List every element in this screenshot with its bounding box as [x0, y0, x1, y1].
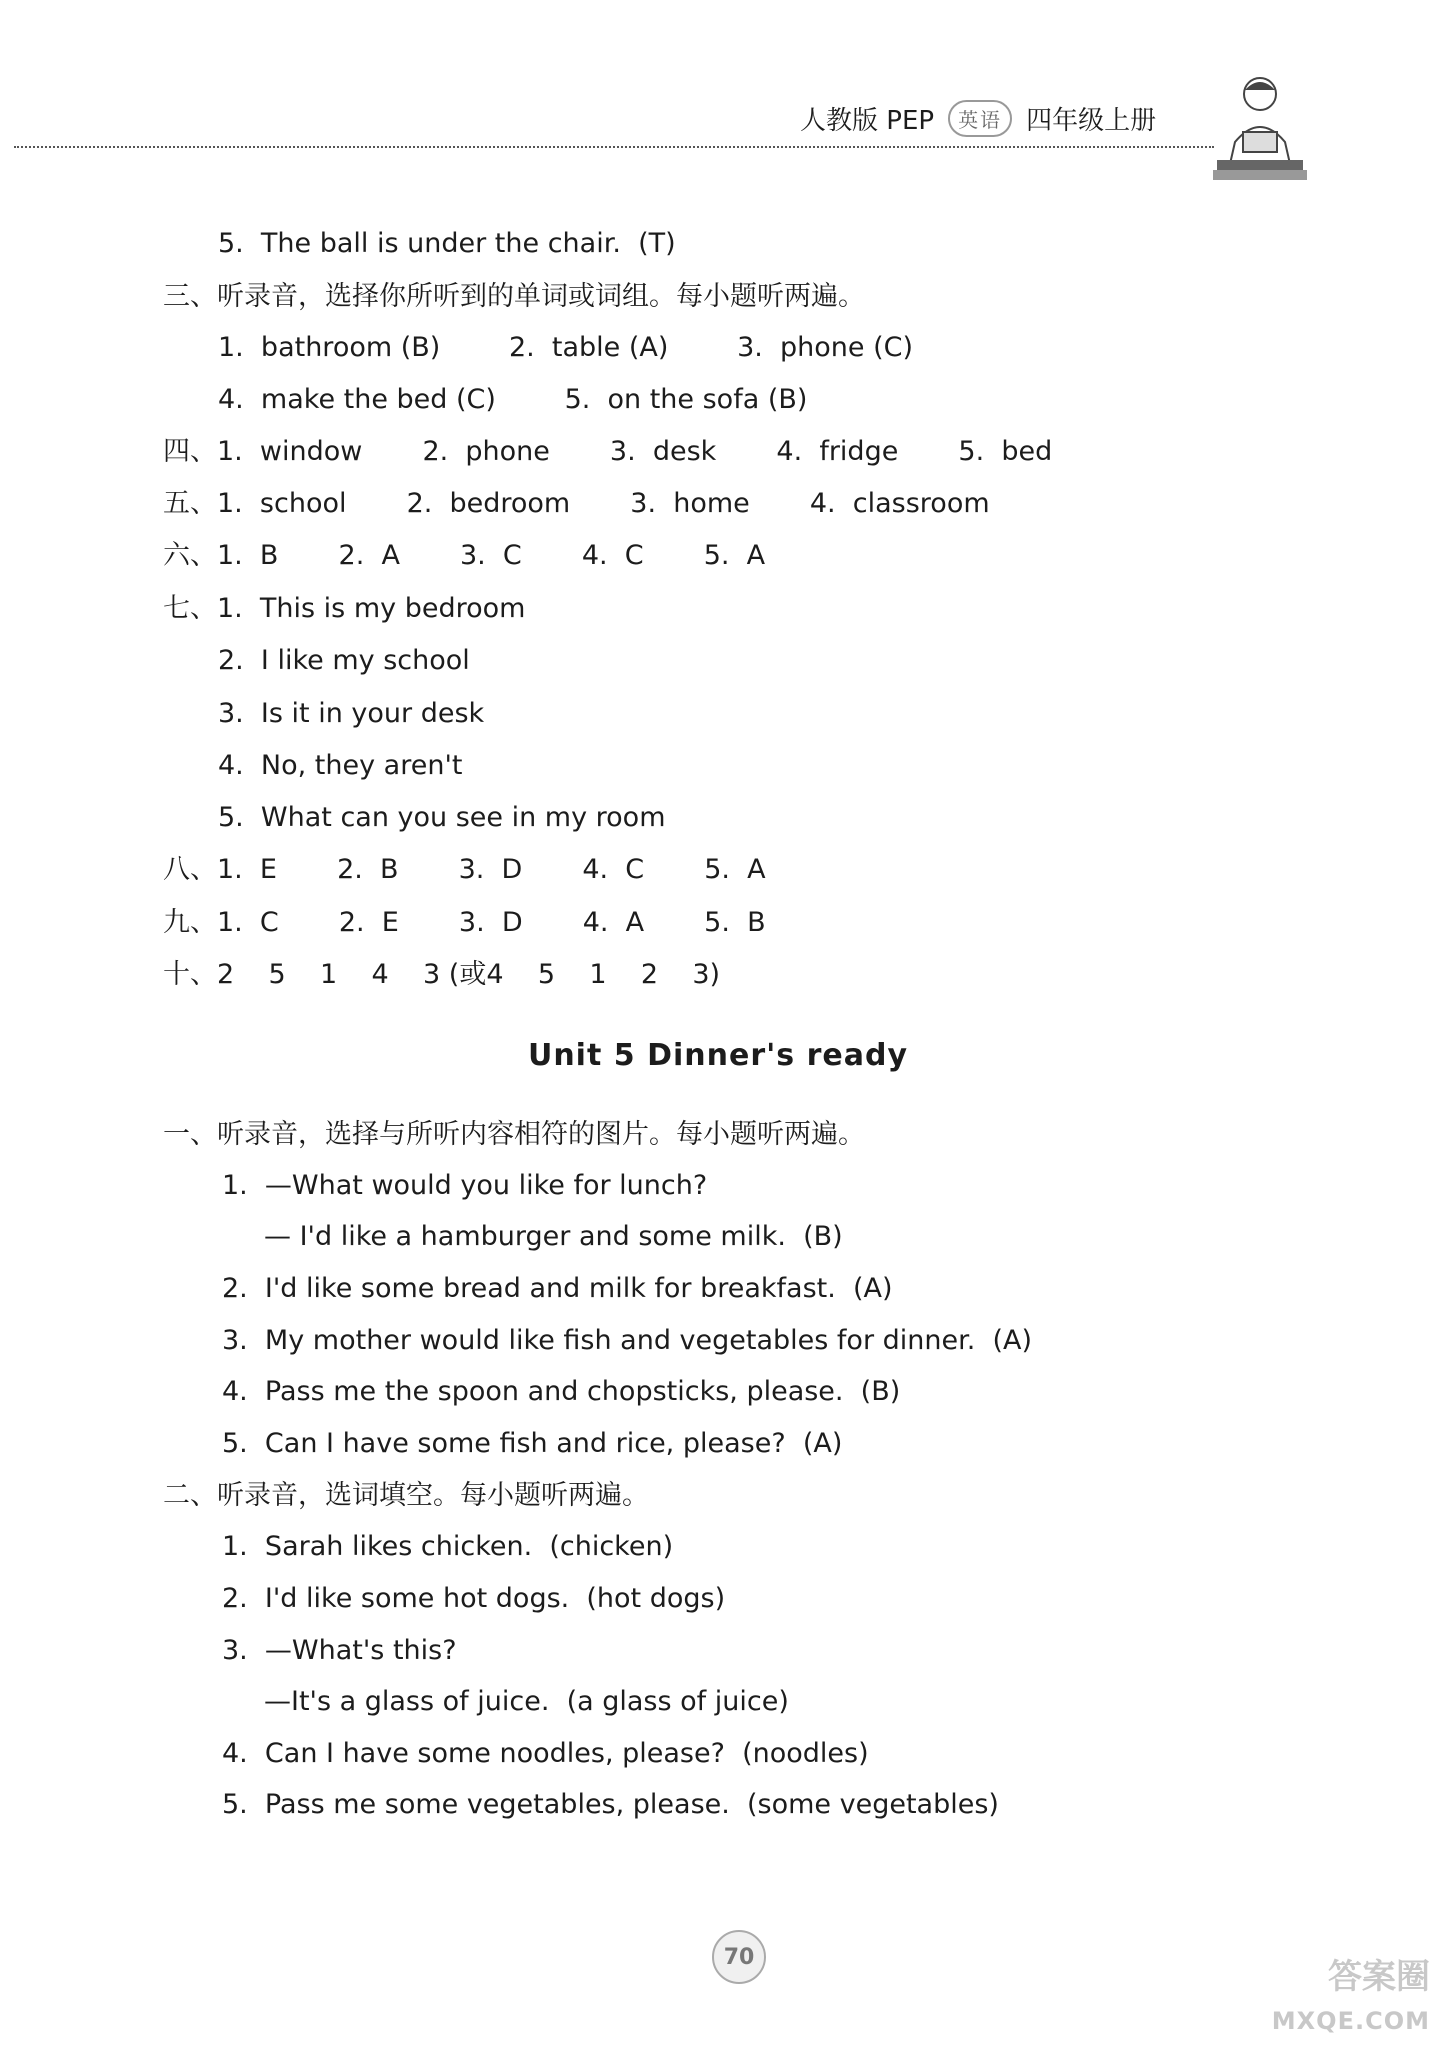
answer-line: 五、1. school 2. bedroom 3. home 4. classroom — [163, 488, 990, 519]
answer-line: — I'd like a hamburger and some milk. (B) — [264, 1221, 843, 1252]
answer-line: 4. make the bed (C) 5. on the sofa (B) — [218, 384, 808, 415]
header-text — [800, 96, 1160, 140]
edition-label: 人教版 PEP — [800, 105, 935, 136]
watermark — [1250, 1955, 1430, 2045]
answer-line: 一、听录音，选择与所听内容相符的图片。每小题听两遍。 — [163, 1119, 865, 1150]
answer-line: 九、1. C 2. E 3. D 4. A 5. B — [163, 907, 766, 938]
answer-line: 十、2 5 1 4 3 (或4 5 1 2 3) — [163, 959, 721, 990]
answer-line: 二、听录音，选词填空。每小题听两遍。 — [163, 1480, 649, 1511]
answer-line: 4. Can I have some noodles, please? (noodles) — [222, 1738, 869, 1769]
answer-line: 三、听录音，选择你所听到的单词或词组。每小题听两遍。 — [163, 281, 865, 312]
subject-badge: 英语 — [948, 100, 1012, 137]
answer-line: 5. What can you see in my room — [218, 802, 666, 833]
header-divider — [14, 146, 1214, 148]
answer-line: 六、1. B 2. A 3. C 4. C 5. A — [163, 540, 766, 571]
answer-line: 5. The ball is under the chair. (T) — [218, 228, 676, 259]
answer-line: 2. I like my school — [218, 645, 470, 676]
answer-line: 4. Pass me the spoon and chopsticks, please. (B) — [222, 1376, 901, 1407]
answer-line: 2. I'd like some bread and milk for breakfast. (A) — [222, 1273, 893, 1304]
answer-line: 四、1. window 2. phone 3. desk 4. fridge 5. bed — [163, 436, 1053, 467]
answer-line: —It's a glass of juice. (a glass of juice) — [264, 1686, 789, 1717]
answer-line: 5. Can I have some fish and rice, please? (A) — [222, 1428, 843, 1459]
grade-label: 四年级上册 — [1026, 105, 1157, 136]
page-number: 70 — [712, 1930, 766, 1984]
answer-line: 3. Is it in your desk — [218, 698, 485, 729]
answer-line: 八、1. E 2. B 3. D 4. C 5. A — [163, 854, 766, 885]
watermark-main: 答案圈 — [1328, 1957, 1430, 1997]
reading-child-icon — [1205, 72, 1315, 187]
answer-line: 1. —What would you like for lunch? — [222, 1170, 708, 1201]
answer-line: 2. I'd like some hot dogs. (hot dogs) — [222, 1583, 726, 1614]
answer-line: 七、1. This is my bedroom — [163, 593, 526, 624]
answer-line: 4. No, they aren't — [218, 750, 463, 781]
answer-line: 1. bathroom (B) 2. table (A) 3. phone (C) — [218, 332, 913, 363]
answer-line: 5. Pass me some vegetables, please. (some vegetables) — [222, 1789, 999, 1820]
answer-line: 3. My mother would like fish and vegetables for dinner. (A) — [222, 1325, 1033, 1356]
answer-line: 3. —What's this? — [222, 1635, 457, 1666]
answer-line: 1. Sarah likes chicken. (chicken) — [222, 1531, 674, 1562]
unit-title: Unit 5 Dinner's ready — [527, 1038, 909, 1073]
watermark-sub: MXQE.COM — [1271, 2007, 1430, 2035]
